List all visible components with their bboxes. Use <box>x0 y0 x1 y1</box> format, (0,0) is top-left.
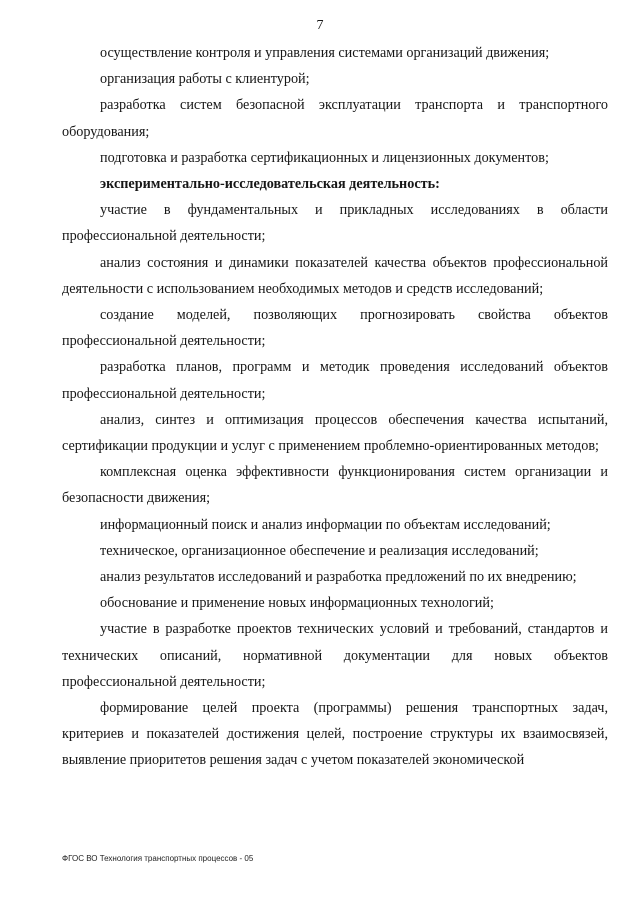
page-number: 7 <box>316 18 324 33</box>
paragraph-info-search: информационный поиск и анализ информации по объектам исследований; <box>100 516 551 533</box>
paragraph-control-management: осуществление контроля и управления системами организаций движения; <box>100 45 550 61</box>
section-heading-research: экспериментально-исследовательская деятельность: <box>100 176 440 193</box>
document-body <box>62 40 608 774</box>
paragraph-new-technologies: обоснование и применение новых информационных технологий; <box>100 595 494 612</box>
paragraph-quality-analysis: анализ состояния и динамики показателей качества объектов профессиональной деятельности с использованием необходимых методов и средств исследований; <box>62 254 608 297</box>
paragraph-research-plans: разработка планов, программ и методик проведения исследований объектов профессиональной деятельности; <box>62 359 608 402</box>
paragraph-client-work: организация работы с клиентурой; <box>100 71 310 88</box>
paragraph-certification-docs: подготовка и разработка сертификационных и лицензионных документов; <box>100 149 549 166</box>
paragraph-fundamental-research: участие в фундаментальных и прикладных исследованиях в области профессиональной деятельности; <box>62 202 608 245</box>
paragraph-efficiency-evaluation: комплексная оценка эффективности функционирования систем организации и безопасности движения; <box>62 464 608 507</box>
paragraph-results-analysis: анализ результатов исследований и разработка предложений по их внедрению; <box>100 569 577 586</box>
paragraph-project-goals: формирование целей проекта (программы) решения транспортных задач, критериев и показателей достижения целей, построение структуры их взаимосвязей, выявление приоритетов решения задач с учетом показателей экономической <box>62 700 608 769</box>
paragraph-safe-operation: разработка систем безопасной эксплуатации транспорта и транспортного оборудования; <box>62 97 608 140</box>
footer-standard-label: ФГОС ВО Технология транспортных процессов - 05 <box>62 854 254 863</box>
paragraph-synthesis-optimization: анализ, синтез и оптимизация процессов обеспечения качества испытаний, сертификации продукции и услуг с применением проблемно-ориентированных методов; <box>62 411 608 455</box>
paragraph-technical-support: техническое, организационное обеспечение и реализация исследований; <box>100 542 539 559</box>
paragraph-standards-development: участие в разработке проектов технических условий и требований, стандартов и технических описаний, нормативной документации для новых объектов профессиональной деятельности; <box>62 621 608 690</box>
paragraph-models: создание моделей, позволяющих прогнозировать свойства объектов профессиональной деятельности; <box>62 307 608 350</box>
